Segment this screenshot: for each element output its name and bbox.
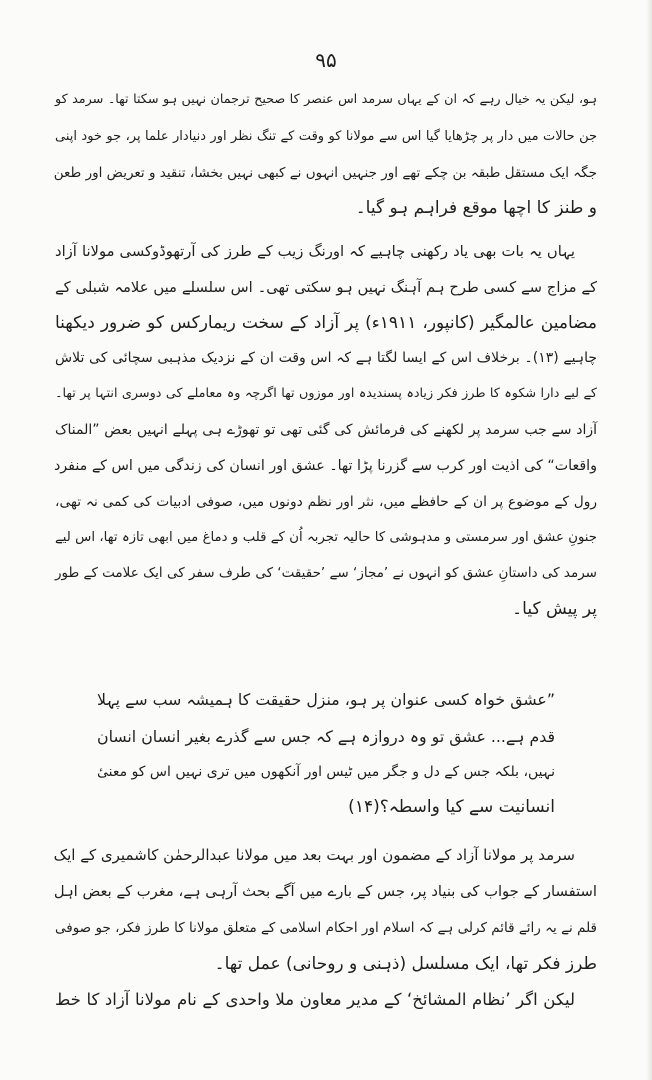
text-line: جنونِ عشق اور سرمستی و مدہوشی کا حالیہ تجربہ اُن کے قلب و دماغ میں ابھی تازہ تھا، اس لیے: [55, 530, 597, 545]
text-line: جگہ ایک مستقل طبقہ بن چکے تھے اور جنہیں انہوں نے کبھی نہیں بخشا، تنقید و تعریض اور طعن: [53, 165, 597, 181]
text-line: رول کے موضوع پر ان کے حافظے میں، نثر اور نظم دونوں میں، صوفی ادبیات کی کمی نہ تھی،: [55, 494, 597, 510]
text-line: طرز فکر تھا، ایک مسلسل (ذہنی و روحانی) عمل تھا۔: [214, 954, 597, 974]
quote-line: انسانیت سے کیا واسطہ؟(۱۴): [348, 797, 555, 817]
text-line: واقعات“ کی اذیت اور کرب سے گزرنا پڑا تھا۔ عشق اور انسان کی زندگی میں اس کے منفرد: [53, 458, 597, 474]
text-line: جن حالات میں دار پر چڑھایا گیا اس سے مولانا کو وقت کے تنگ نظر اور دنیادار علما پر، جو خود اپنی: [55, 129, 597, 144]
text-line: قلم نے یہ رائے قائم کرلی ہے کہ اسلام اور احکام اسلامی کے متعلق مولانا کا طرز فکر، جو صوفی: [55, 920, 597, 936]
text-line: سرمد کی داستانِ عشق کو انہوں نے ’مجاز‘ سے ’حقیقت‘ کی طرف سفر کی ایک علامت کے طور: [55, 565, 597, 581]
text-line: یہاں یہ بات بھی یاد رکھنی چاہیے کہ اورنگ زیب کے طرز کی آرتھوڈوکسی مولانا آزاد: [55, 243, 575, 260]
page-number: ۹۵: [315, 48, 337, 72]
quote-line: قدم ہے... عشق تو وہ دروازہ ہے کہ جس سے گذرے بغیر انسان انسان: [97, 727, 555, 746]
text-line: لیکن اگر ’نظام المشائخ‘ کے مدیر معاون ملا واحدی کے نام مولانا آزاد کا خط: [55, 990, 575, 1009]
text-line: پر پیش کیا۔: [512, 599, 597, 619]
quote-line: ”عشق خواہ کسی عنوان پر ہو، منزل حقیقت کا ہمیشہ سب سے پہلا: [97, 690, 555, 709]
text-line: و طنز کا اچھا موقع فراہم ہو گیا۔: [355, 198, 597, 218]
text-line: کے لیے دارا شکوہ کا طرز فکر زیادہ پسندیدہ اور موزوں تھا اگرچہ وہ معاملے کی دوسری انتہا پر تھا۔: [55, 386, 597, 401]
text-line: ہو، لیکن یہ خیال رہے کہ ان کے یہاں سرمد اس عنصر کا صحیح ترجمان نہیں ہو سکتا تھا۔ سرمد کو: [55, 92, 597, 107]
text-line: استفسار کے جواب کی بنیاد پر، جس کے بارے میں آگے بحث آرہی ہے، مغرب کے بعض اہل: [53, 883, 597, 900]
text-line: چاہیے (۱۳)۔ برخلاف اس کے ایسا لگتا ہے کہ اس وقت ان کے نزدیک مذہبی سچائی کی تلاش: [55, 350, 597, 366]
quote-line: نہیں، بلکہ جس کے دل و جگر میں ٹیس اور آنکھوں میں تری نہیں اس کو معنیٔ: [96, 764, 555, 780]
text-line: کے مزاج سے کسی طرح ہم آہنگ نہیں ہو سکتی تھی۔ اس سلسلے میں علامہ شبلی کے: [55, 279, 597, 296]
page-edge-shadow: [646, 0, 652, 1080]
text-line: سرمد پر مولانا آزاد کے مضمون اور بہت بعد میں مولانا عبدالرحمٰن کاشمیری کے ایک: [53, 846, 575, 864]
text-line: آزاد سے جب سرمد پر لکھنے کی فرمائش کی گئی تھی تو تھوڑے ہی پہلے انہیں بعض ”المناک: [55, 422, 597, 438]
text-line: مضامین عالمگیر (کانپور، ۱۹۱۱ء) پر آزاد کے سخت ریمارکس کو ضرور دیکھنا: [55, 313, 598, 333]
